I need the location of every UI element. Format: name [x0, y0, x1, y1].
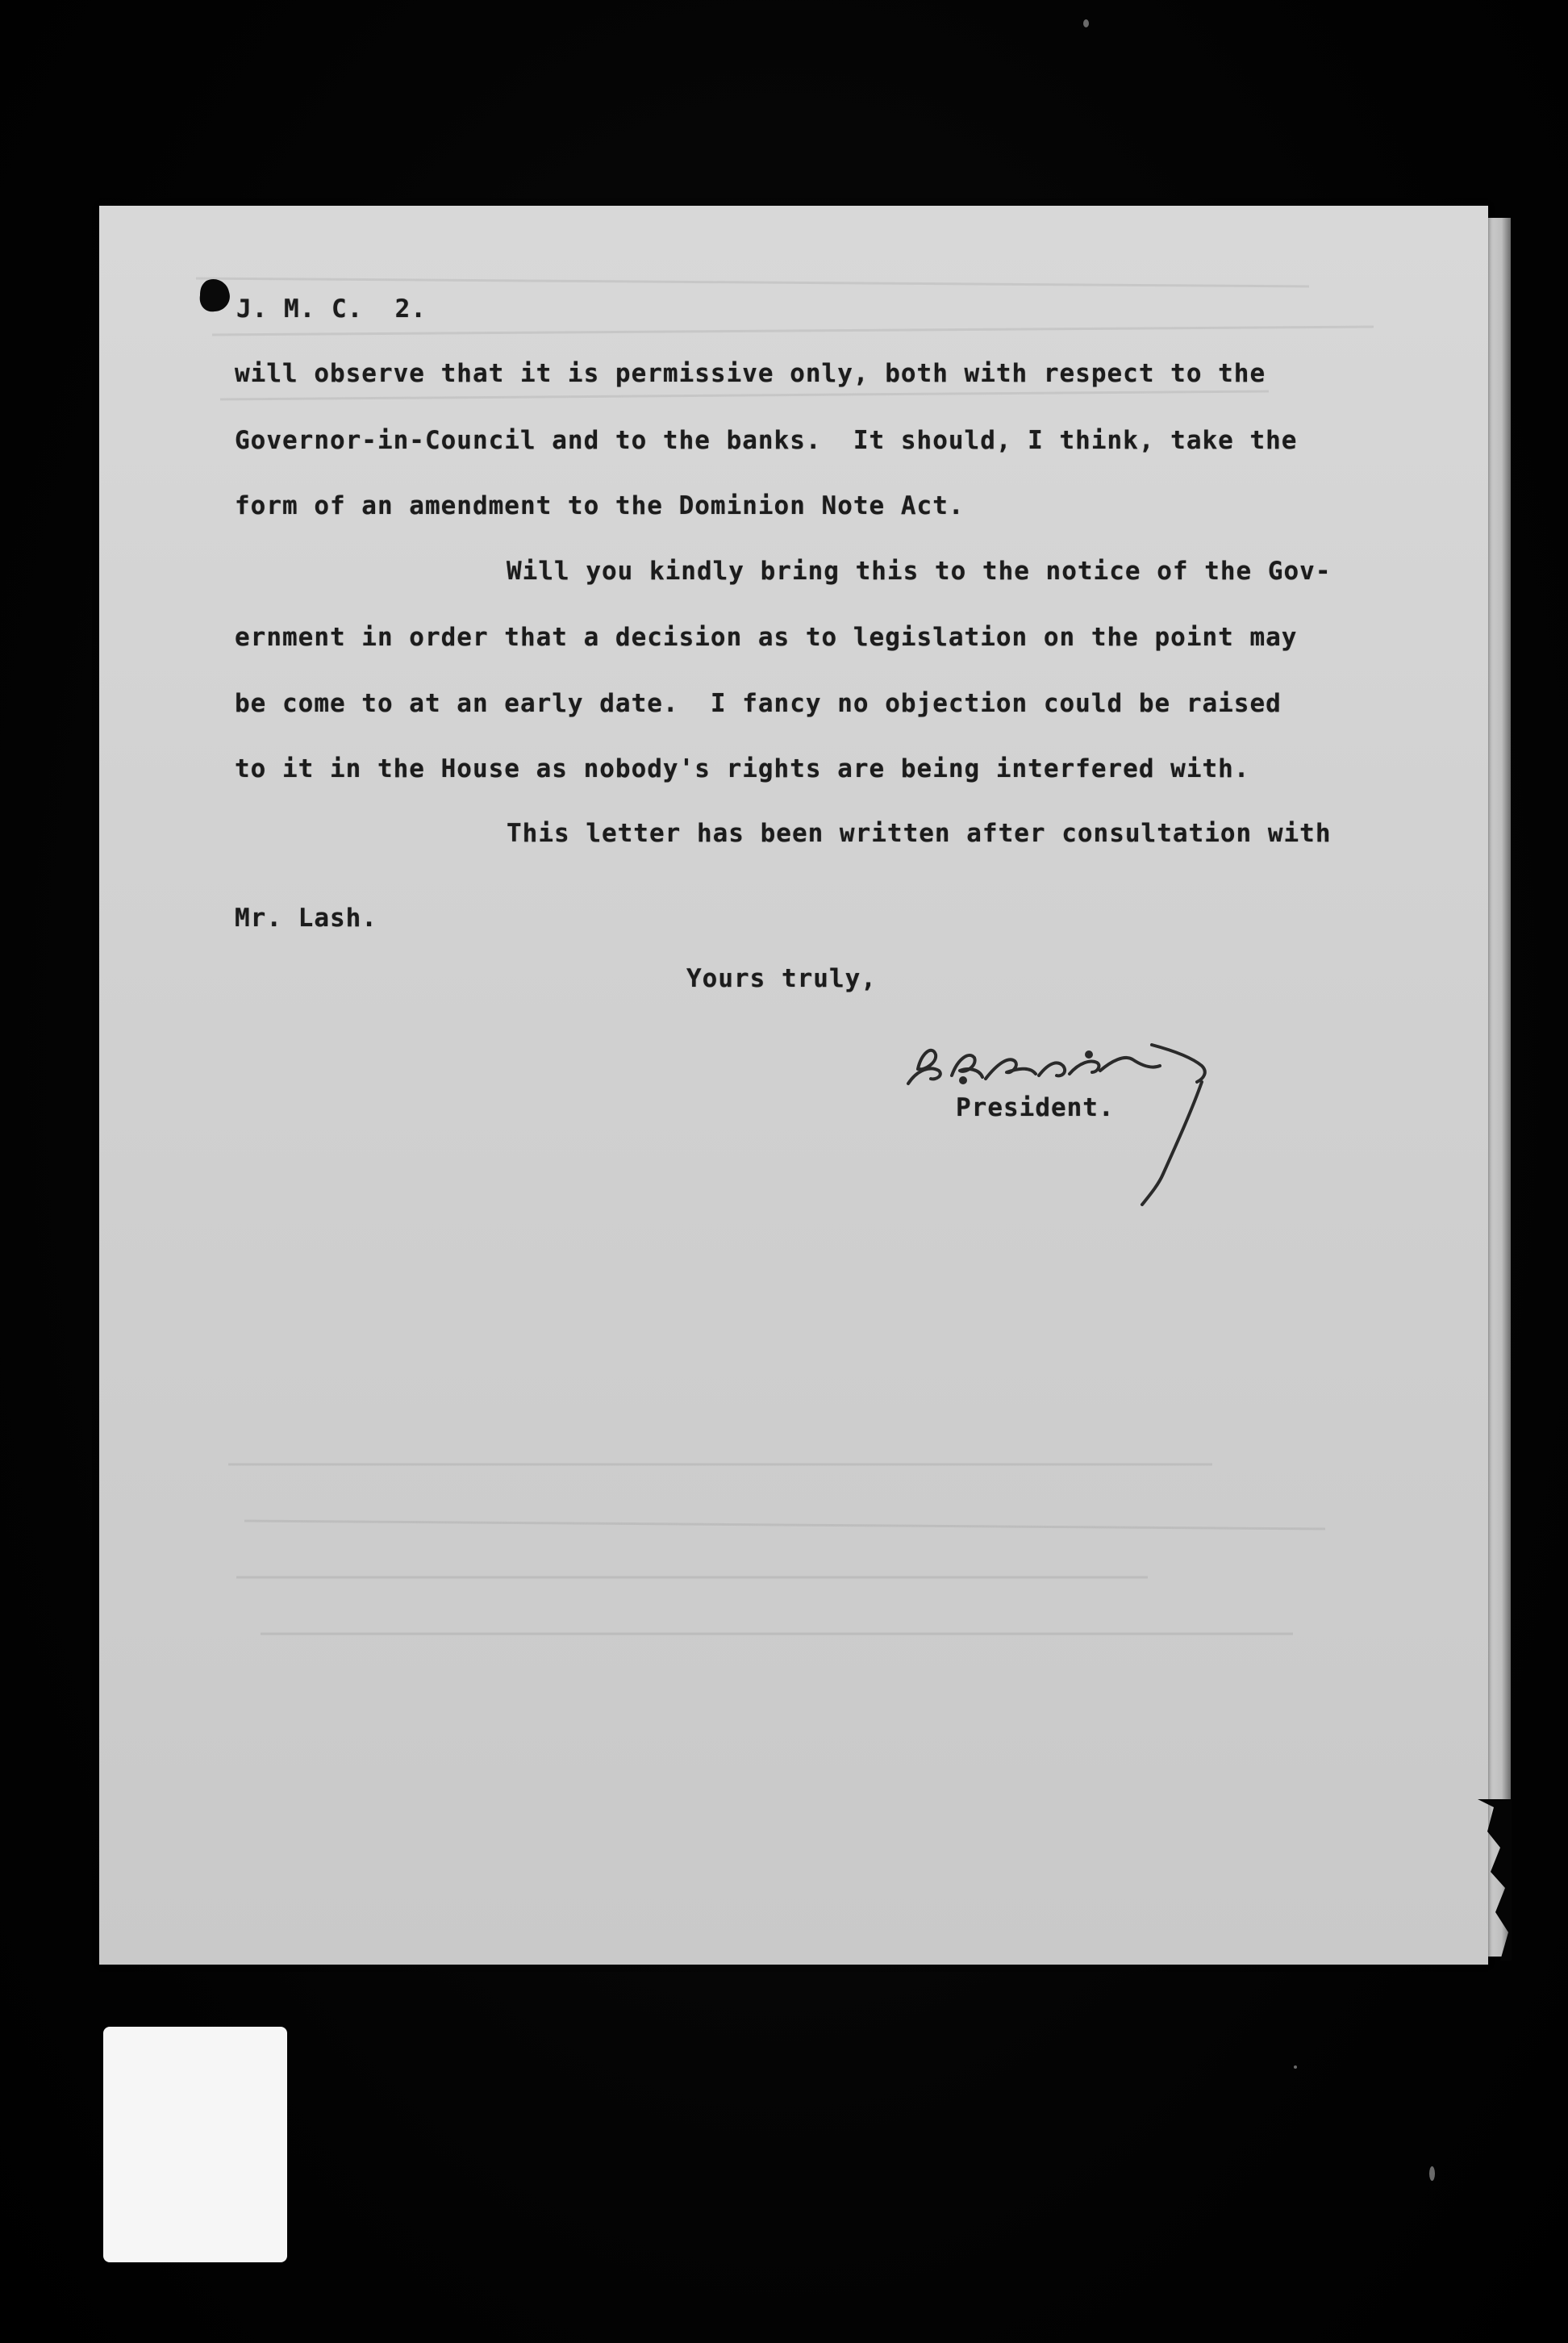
torn-paper-edge [1478, 1799, 1512, 1961]
body-line-9: Mr. Lash. [235, 904, 377, 933]
body-line-8: This letter has been written after consultation with [507, 819, 1332, 848]
body-line-5: ernment in order that a decision as to legislation on the point may [235, 623, 1298, 652]
dust-speck [1429, 2166, 1435, 2181]
ink-blot-mark [192, 274, 240, 323]
letter-text-block [99, 206, 1488, 1965]
body-line-4: Will you kindly bring this to the notice of the Gov- [507, 557, 1332, 586]
paper-edge [1488, 218, 1511, 1957]
dust-speck [1083, 19, 1089, 27]
body-line-7: to it in the House as nobody's rights are being interfered with. [235, 754, 1250, 783]
body-line-3: form of an amendment to the Dominion Note Act. [235, 491, 965, 520]
body-line-6: be come to at an early date. I fancy no objection could be raised [235, 689, 1282, 718]
letter-page [99, 206, 1488, 1965]
signatory-title: President. [956, 1093, 1115, 1122]
dust-speck [1294, 2065, 1297, 2069]
body-line-2: Governor-in-Council and to the banks. It should, I think, take the [235, 426, 1298, 455]
closing-salutation: Yours truly, [686, 964, 877, 993]
body-line-1: will observe that it is permissive only, both with respect to the [235, 359, 1266, 388]
blank-archive-tab [103, 2027, 287, 2262]
page-header-reference: J. M. C. 2. [236, 294, 427, 324]
